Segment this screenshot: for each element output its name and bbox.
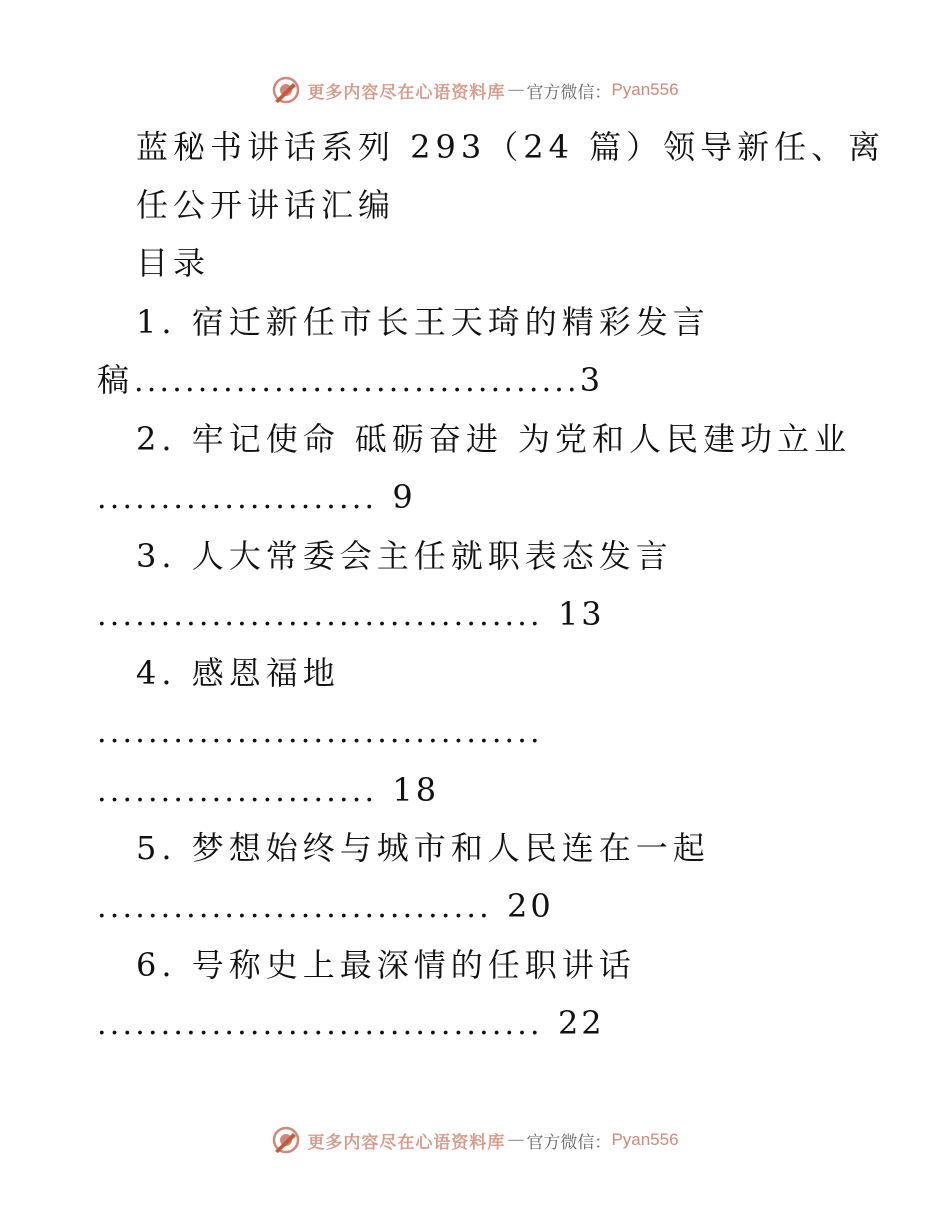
toc-entry-number: 2. <box>136 420 177 458</box>
watermark-id: Pyan556 <box>611 1130 679 1149</box>
toc-entry-2-title[interactable] <box>136 419 851 459</box>
toc-dot-leader: ...................... <box>97 774 378 809</box>
toc-entry-title: 号称史上最深情的任职讲话 <box>191 946 636 984</box>
toc-entry-5-title[interactable] <box>136 828 710 868</box>
toc-page-number: 20 <box>507 887 554 925</box>
toc-dot-leader: ................................... <box>97 715 543 750</box>
toc-page-number: 22 <box>557 1004 605 1042</box>
toc-entry-title: 感恩福地 <box>191 654 340 692</box>
pen-logo-icon <box>271 1125 301 1155</box>
toc-dot-leader: ................................... <box>97 1007 543 1042</box>
toc-page-number: 9 <box>392 478 416 516</box>
toc-entry-number: 5. <box>136 829 177 867</box>
document-title-line-2: 任公开讲话汇编 <box>136 186 396 224</box>
toc-dot-leader: ............................... <box>97 890 492 925</box>
toc-entry-6-leader[interactable] <box>97 1003 605 1045</box>
watermark-text: 更多内容尽在心语资料库 <box>307 82 506 103</box>
watermark-footer <box>0 1120 950 1160</box>
watermark-header <box>0 70 950 110</box>
toc-dot-leader: ................................... <box>134 364 580 399</box>
toc-page-number: 18 <box>392 771 440 809</box>
toc-entry-2-leader[interactable] <box>97 477 416 519</box>
toc-entry-4-leader[interactable] <box>97 711 543 753</box>
toc-entry-number: 6. <box>136 946 177 984</box>
watermark-id: Pyan556 <box>611 80 679 99</box>
toc-entry-3-leader[interactable] <box>97 594 605 636</box>
toc-entry-title-continuation: 稿 <box>97 361 135 399</box>
toc-entry-3-title[interactable] <box>136 536 673 576</box>
toc-entry-title: 人大常委会主任就职表态发言 <box>191 537 673 575</box>
watermark-label: 官方微信： <box>526 1132 612 1153</box>
toc-entry-title: 牢记使命 砥砺奋进 为党和人民建功立业 <box>191 420 852 458</box>
toc-entry-5-leader[interactable] <box>97 886 554 928</box>
toc-page-number: 3 <box>579 361 604 399</box>
toc-entry-4-title[interactable] <box>136 653 340 693</box>
toc-entry-6-title[interactable] <box>136 945 636 985</box>
toc-dot-leader: ...................... <box>97 481 378 516</box>
toc-dot-leader: ................................... <box>97 598 543 633</box>
watermark-separator: — <box>507 1130 525 1150</box>
toc-entry-title: 宿迁新任市长王天琦的精彩发言 <box>191 303 710 341</box>
watermark-label: 官方微信： <box>526 82 612 103</box>
watermark-text: 更多内容尽在心语资料库 <box>307 1132 506 1153</box>
toc-entry-title: 梦想始终与城市和人民连在一起 <box>191 829 710 867</box>
toc-heading: 目录 <box>136 244 211 282</box>
toc-entry-1-title[interactable] <box>136 302 710 342</box>
toc-entry-1-leader[interactable] <box>97 360 603 402</box>
toc-page-number: 13 <box>557 595 605 633</box>
toc-entry-4-leader-cont[interactable] <box>97 770 439 812</box>
toc-entry-number: 4. <box>136 654 177 692</box>
watermark-separator: — <box>507 80 525 100</box>
pen-logo-icon <box>271 75 301 105</box>
toc-entry-number: 3. <box>136 537 177 575</box>
document-title-line-1: 蓝秘书讲话系列 293（24 篇）领导新任、离 <box>136 128 886 166</box>
toc-entry-number: 1. <box>136 303 177 341</box>
